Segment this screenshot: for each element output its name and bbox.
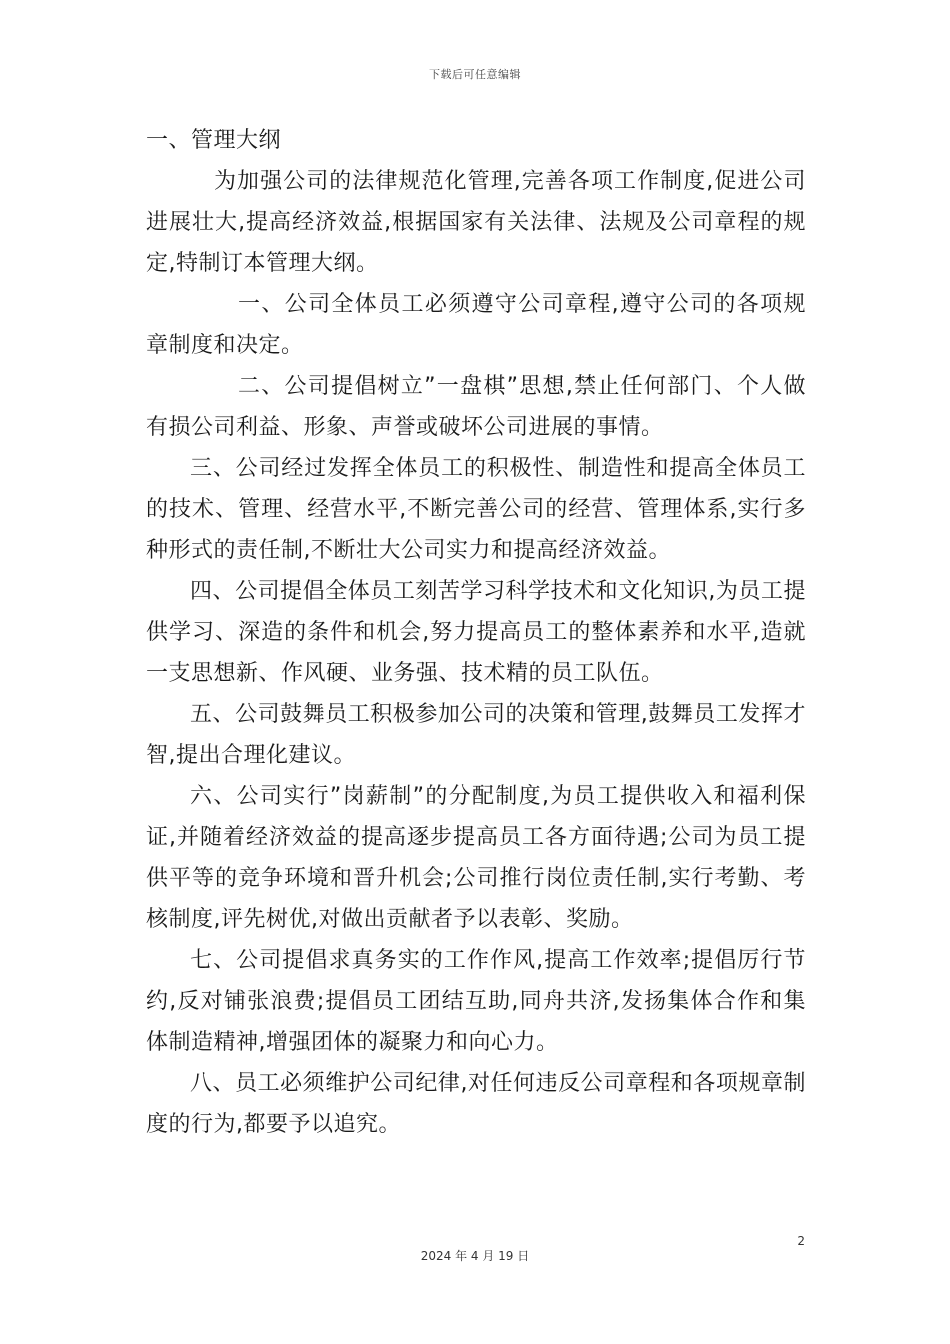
item-paragraph-7: 七、公司提倡求真务实的工作作风,提高工作效率;提倡厉行节约,反对铺张浪费;提倡员工团结互助,同舟共济,发扬集体合作和集体制造精神,增强团体的凝聚力和向心力。 (146, 948, 806, 1055)
footer-date: 2024 年 4 月 19 日 (420, 1249, 530, 1263)
item-paragraph-1: 一、公司全体员工必须遵守公司章程,遵守公司的各项规章制度和决定。 (146, 292, 806, 358)
item-paragraph-2: 二、公司提倡树立”一盘棋”思想,禁止任何部门、个人做有损公司利益、形象、声誉或破坏公司进展的事情。 (146, 374, 806, 440)
item-paragraph-4: 四、公司提倡全体员工刻苦学习科学技术和文化知识,为员工提供学习、深造的条件和机会,努力提高员工的整体素养和水平,造就一支思想新、作风硬、业务强、技术精的员工队伍。 (146, 579, 806, 686)
item-paragraph-6: 六、公司实行”岗薪制”的分配制度,为员工提供收入和福利保证,并随着经济效益的提高逐步提高员工各方面待遇;公司为员工提供平等的竞争环境和晋升机会;公司推行岗位责任制,实行考勤、考核制度,评先树优,对做出贡献者予以表彰、奖励。 (146, 784, 806, 932)
item-paragraph-8: 八、员工必须维护公司纪律,对任何违反公司章程和各项规章制度的行为,都要予以追究。 (146, 1071, 806, 1137)
header-note: 下载后可任意编辑 (429, 68, 521, 81)
document-body (146, 120, 806, 1145)
item-paragraph-3: 三、公司经过发挥全体员工的积极性、制造性和提高全体员工的技术、管理、经营水平,不断完善公司的经营、管理体系,实行多种形式的责任制,不断壮大公司实力和提高经济效益。 (146, 456, 806, 563)
item-paragraph-5: 五、公司鼓舞员工积极参加公司的决策和管理,鼓舞员工发挥才智,提出合理化建议。 (146, 702, 806, 768)
page-number: 2 (797, 1234, 805, 1248)
document-title: 一、管理大纲 (146, 128, 282, 153)
intro-paragraph: 为加强公司的法律规范化管理,完善各项工作制度,促进公司进展壮大,提高经济效益,根据国家有关法律、法规及公司章程的规定,特制订本管理大纲。 (146, 169, 806, 276)
